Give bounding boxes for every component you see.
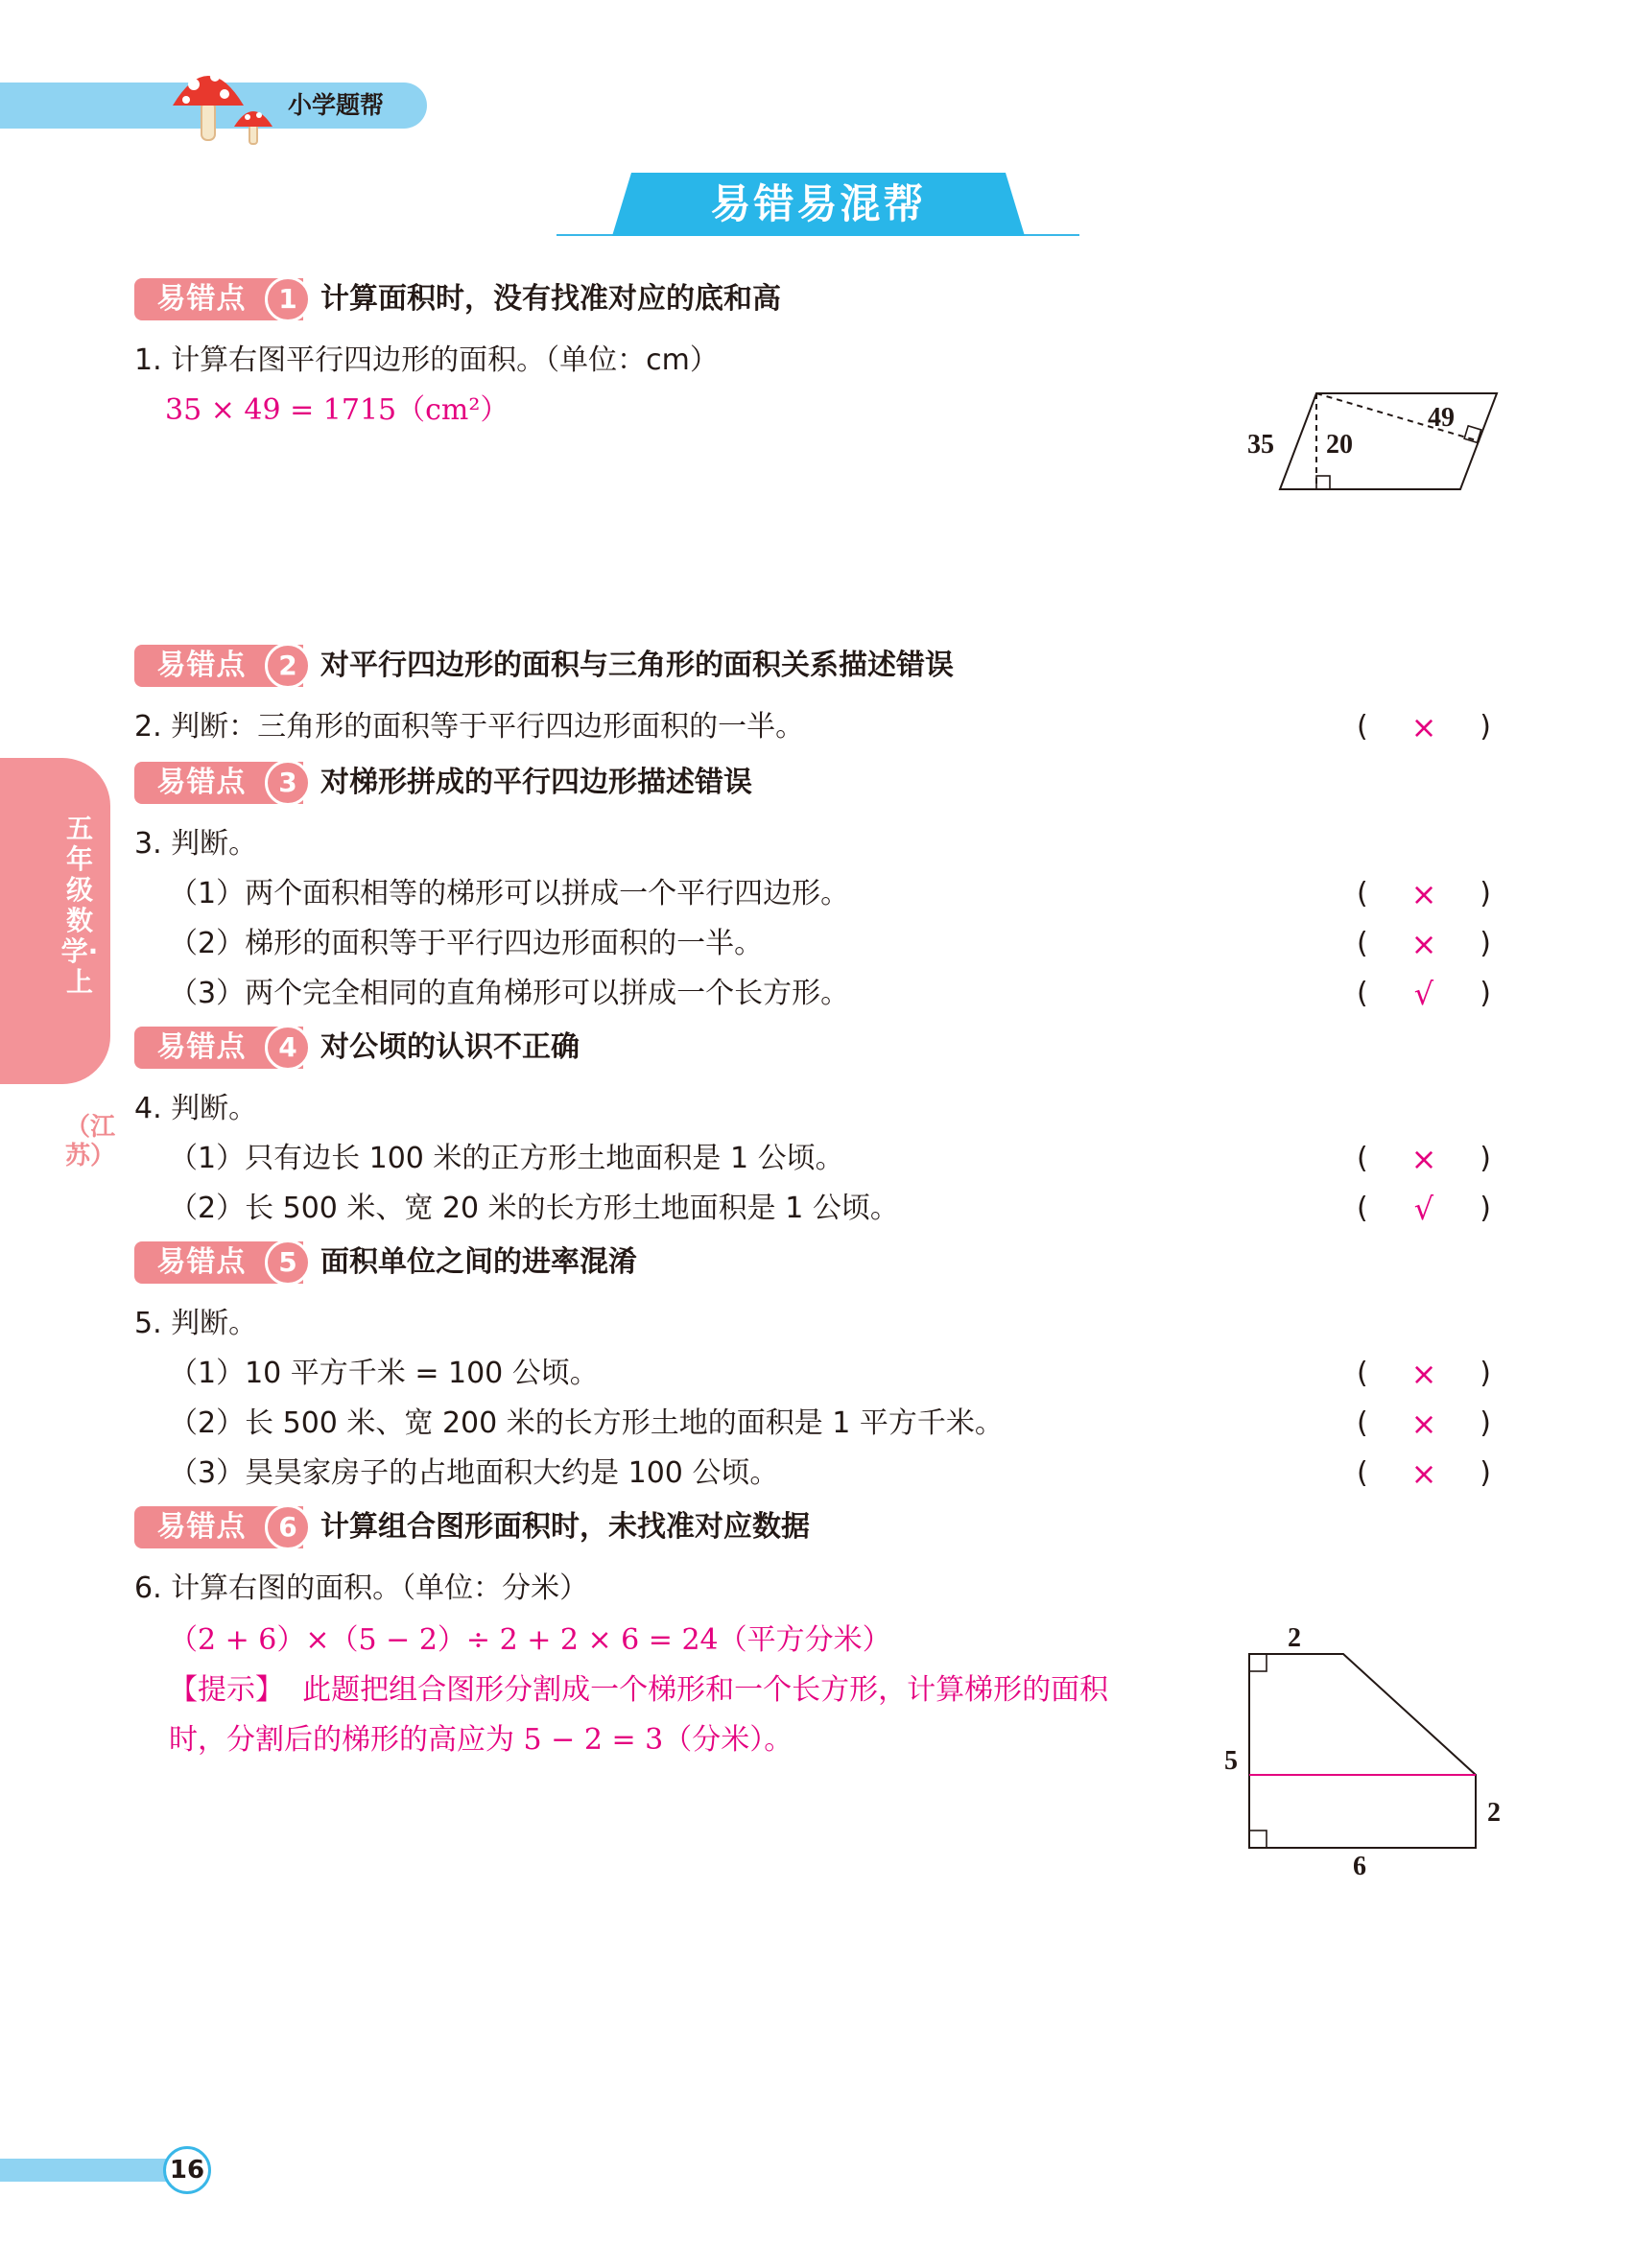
badge-label: 易错点 <box>156 1245 247 1279</box>
hint-label: 【提示】 <box>169 1673 284 1707</box>
answer-mark: × <box>1410 709 1437 745</box>
answer-box: ( √ ) <box>1357 976 1491 1012</box>
answer-box: ( × ) <box>1357 1141 1491 1177</box>
item-5-1: （1）10 平方千米 = 100 公顷。 <box>169 1357 599 1390</box>
answer-box: ( × ) <box>1357 926 1491 962</box>
badge-number: 6 <box>265 1504 311 1550</box>
error-badge-4 <box>134 1027 322 1069</box>
section-title-1: 计算面积时，没有找准对应的底和高 <box>320 282 781 316</box>
answer-mark: × <box>1410 1406 1437 1442</box>
label-right: 2 <box>1487 1798 1501 1828</box>
item-3-3: （3）两个完全相同的直角梯形可以拼成一个长方形。 <box>169 977 850 1010</box>
label-top: 2 <box>1288 1623 1301 1653</box>
label-top: 49 <box>1428 403 1455 433</box>
section-title-4: 对公顷的认识不正确 <box>320 1030 580 1064</box>
question-3: 3. 判断。 <box>134 827 258 861</box>
badge-label: 易错点 <box>156 1510 247 1544</box>
page-number: 16 <box>163 2146 211 2194</box>
label-height: 20 <box>1326 430 1353 460</box>
error-badge-2 <box>134 645 322 687</box>
item-5-2: （2）长 500 米、宽 200 米的长方形土地的面积是 1 平方千米。 <box>169 1406 1004 1440</box>
answer-mark: × <box>1410 1455 1437 1492</box>
error-badge-6 <box>134 1506 322 1548</box>
answer-box: ( √ ) <box>1357 1191 1491 1227</box>
answer-mark: × <box>1410 926 1437 962</box>
question-4: 4. 判断。 <box>134 1092 258 1125</box>
badge-number: 3 <box>265 760 311 806</box>
badge-label: 易错点 <box>156 1030 247 1064</box>
question-5: 5. 判断。 <box>134 1307 258 1340</box>
section-title-6: 计算组合图形面积时，未找准对应数据 <box>320 1510 810 1544</box>
answer-box: ( × ) <box>1357 1406 1491 1442</box>
badge-number: 2 <box>265 643 311 689</box>
answer-mark: × <box>1410 1141 1437 1177</box>
composite-figure <box>1209 1621 1516 1880</box>
parallelogram-figure <box>1247 384 1516 508</box>
brand-name: 小学题帮 <box>288 91 385 119</box>
answer-mark: × <box>1410 876 1437 912</box>
grade-label: 五年级数学·上 <box>60 813 99 998</box>
region-label: （江苏） <box>65 1113 116 1170</box>
answer-mark: × <box>1410 1356 1437 1392</box>
badge-number: 5 <box>265 1240 311 1286</box>
answer-box: ( × ) <box>1357 1455 1491 1492</box>
error-badge-5 <box>134 1241 322 1284</box>
label-bottom: 6 <box>1353 1852 1366 1880</box>
mushroom-logo-icon <box>165 56 280 152</box>
item-3-1: （1）两个面积相等的梯形可以拼成一个平行四边形。 <box>169 877 850 910</box>
section-title-3: 对梯形拼成的平行四边形描述错误 <box>320 766 752 799</box>
error-badge-1 <box>134 278 322 320</box>
badge-number: 1 <box>265 276 311 322</box>
item-4-2: （2）长 500 米、宽 20 米的长方形土地面积是 1 公顷。 <box>169 1192 899 1225</box>
question-6: 6. 计算右图的面积。（单位：分米） <box>134 1571 589 1605</box>
question-1: 1. 计算右图平行四边形的面积。（单位：cm） <box>134 343 719 377</box>
label-left: 5 <box>1224 1746 1238 1776</box>
badge-number: 4 <box>265 1025 311 1071</box>
answer-box: ( × ) <box>1357 1356 1491 1392</box>
item-3-2: （2）梯形的面积等于平行四边形面积的一半。 <box>169 927 764 960</box>
label-side: 35 <box>1247 430 1274 460</box>
hint-text-1: 此题把组合图形分割成一个梯形和一个长方形，计算梯形的面积 <box>302 1673 1109 1707</box>
hint-line-1 <box>169 1671 1108 1710</box>
hint-line-2: 时，分割后的梯形的高应为 5 − 2 = 3（分米）。 <box>169 1723 793 1757</box>
page-title: 易错易混帮 <box>710 180 927 227</box>
section-title-5: 面积单位之间的进率混淆 <box>320 1245 637 1279</box>
work-1: 35 × 49 = 1715（cm²） <box>165 393 509 427</box>
footer-strip <box>0 2159 187 2182</box>
answer-mark: √ <box>1413 976 1434 1012</box>
item-5-3: （3）昊昊家房子的占地面积大约是 100 公顷。 <box>169 1456 779 1490</box>
answer-mark: √ <box>1413 1191 1434 1227</box>
badge-label: 易错点 <box>156 766 247 799</box>
answer-box: ( × ) <box>1357 876 1491 912</box>
work-6: （2 + 6）×（5 − 2）÷ 2 + 2 × 6 = 24（平方分米） <box>169 1623 891 1657</box>
section-title-2: 对平行四边形的面积与三角形的面积关系描述错误 <box>320 649 954 682</box>
error-badge-3 <box>134 762 322 804</box>
question-2: 2. 判断：三角形的面积等于平行四边形面积的一半。 <box>134 710 805 744</box>
answer-box: ( × ) <box>1357 709 1491 745</box>
badge-label: 易错点 <box>156 649 247 682</box>
item-4-1: （1）只有边长 100 米的正方形土地面积是 1 公顷。 <box>169 1142 844 1175</box>
badge-label: 易错点 <box>156 282 247 316</box>
